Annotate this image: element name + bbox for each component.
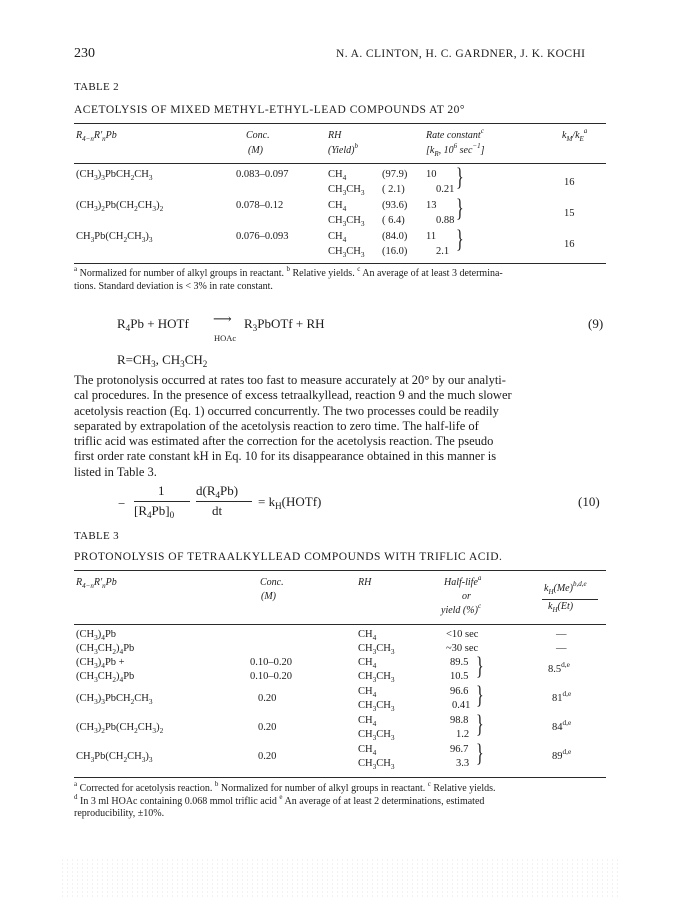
table3-col-conc: Conc. [260,577,284,588]
compound-cell: $(CH_3)_4Pb$ [76,629,117,642]
compound-cell: $(CH_3CH_2)_4Pb$ [76,643,135,656]
compound-cell: $(CH_3CH_2)_4Pb$ [76,671,135,684]
rate-cell: 11 [426,231,437,242]
rh-cell: $CH_4$ [358,686,377,699]
fraction-bar [134,501,190,502]
table2-col-rh-yield: (Yield)$^b$ [328,142,358,156]
compound-cell: $(CH_3)_3PbCH_2CH_3$ [76,169,153,182]
yield-cell: 0.41 [452,700,471,711]
rh-cell: $CH_4$ [358,715,377,728]
ratio-cell: 15 [564,208,575,219]
equation-9-rhs: $R_3PbOTf$ + RH [244,316,325,333]
table3-col-ratio-den: $k_H(Et)$ [548,601,574,614]
compound-cell: $CH_3Pb(CH_2CH_3)_3$ [76,231,153,244]
brace-glyph: } [456,164,464,192]
paragraph-line: triflic acid was estimated after the correction for the acetolysis reaction. The pseudo [74,434,494,449]
rh-cell: $CH_3CH_3$ [358,700,395,713]
equation-10-minus: − [118,496,126,511]
paragraph-line: The protonolysis occurred at rates too fast to measure accurately at 20° by our analyti- [74,373,506,387]
table2-col-conc: Conc. [246,130,270,141]
yield-cell: 96.6 [450,686,469,697]
rate-cell: 2.1 [436,246,450,257]
yield-cell: 89.5 [450,657,469,668]
table2-header-rule [74,163,606,164]
rate-cell: 0.88 [436,215,455,226]
brace-glyph: } [476,682,484,710]
paragraph-line: acetolysis reaction (Eq. 1) occurred concurrently. The two processes could be readily [74,403,499,418]
yield-cell: ( 6.4) [382,215,405,226]
rh-cell: $CH_3CH_3$ [358,643,395,656]
fraction-bar [542,599,598,600]
compound-cell: $(CH_3)_2Pb(CH_2CH_3)_2$ [76,200,164,213]
r-definition: $R=CH_3$, $CH_3CH_2$ [117,352,208,369]
conc-cell: 0.078–0.12 [236,200,284,211]
half-life-cell: <10 sec [446,629,479,640]
body-paragraph [74,373,604,480]
table3-col-compound: $R_{4-n}R'_nPb$ [76,577,117,590]
paragraph-line: separated by extrapolation of the acetolysis reaction to zero time. The half-life of [74,418,479,433]
table2-title: ACETOLYSIS OF MIXED METHYL-ETHYL-LEAD COMPOUNDS AT 20° [74,104,465,116]
rh-cell: $CH_3CH_3$ [358,758,395,771]
yield-cell: ( 2.1) [382,184,405,195]
half-life-cell: ~30 sec [446,643,479,654]
rh-cell: $CH_4$ [358,629,377,642]
ratio-cell: — [556,643,567,654]
running-header-authors: N. A. CLINTON, H. C. GARDNER, J. K. KOCHI [336,48,586,60]
rh-cell: $CH_4$ [358,744,377,757]
compound-cell: $CH_3Pb(CH_2CH_3)_3$ [76,751,153,764]
equation-9-lhs: $R_4Pb$ + HOTf [117,316,189,333]
scan-noise [60,858,620,898]
yield-cell: 3.3 [456,758,470,769]
brace-glyph: } [476,740,484,768]
yield-cell: (97.9) [382,169,408,180]
table2-footnotes: $^a$ Normalized for number of alkyl groups in reactant. $^b$ Relative yields. $^c$ An average of at least 3 determina- tions. Standard deviation is < 3% in rate constant. [74,265,503,292]
rh-cell: $CH_4$ [328,200,347,213]
table2-col-rh: RH [328,130,342,141]
table3-caption: TABLE 3 [74,530,119,542]
compound-cell: $(CH_3)_4Pb$ + [76,657,125,670]
ratio-cell: 89$^{d,e}$ [552,747,572,762]
ratio-cell: 16 [564,177,575,188]
table2-col-rate: Rate constant$^c$ [426,127,484,141]
equation-10-numerator-left: 1 [158,483,165,498]
brace-glyph: } [476,711,484,739]
yield-cell: (93.6) [382,200,408,211]
yield-cell: 98.8 [450,715,469,726]
yield-cell: (84.0) [382,231,408,242]
equation-10-rhs: = $k_H(HOTf)$ [258,494,322,511]
paragraph-line: listed in Table 3. [74,464,157,479]
ratio-cell: 84$^{d,e}$ [552,718,572,733]
compound-cell: $(CH_3)_3PbCH_2CH_3$ [76,693,153,706]
yield-cell: 1.2 [456,729,470,740]
ratio-cell: 16 [564,239,575,250]
paragraph-line: cal procedures. In the presence of excess tetraalkyllead, reaction 9 and the much slower [74,388,512,403]
table2-bottom-rule [74,263,606,264]
equation-10-denominator-left: $[R_4Pb]_0$ [134,503,175,520]
rh-cell: $CH_3CH_3$ [328,215,365,228]
table3-col-yield: yield (%)$^c$ [441,602,482,616]
table3-col-conc-unit: (M) [261,591,276,602]
table3-col-or: or [462,591,471,602]
brace-glyph: } [476,653,484,681]
rate-cell: 10 [426,169,437,180]
conc-cell: 0.20 [258,693,277,704]
yield-cell: (16.0) [382,246,408,257]
rh-cell: $CH_3CH_3$ [328,246,365,259]
conc-cell: 0.10–0.20 [250,657,292,668]
conc-cell: 0.076–0.093 [236,231,289,242]
rh-cell: $CH_3CH_3$ [358,729,395,742]
yield-cell: 96.7 [450,744,469,755]
equation-9-solvent: HOAc [214,333,237,343]
table3-header-rule [74,624,606,625]
conc-cell: 0.20 [258,751,277,762]
conc-cell: 0.10–0.20 [250,671,292,682]
table2-top-rule [74,123,606,124]
table3-col-ratio-num: $k_H(Me)^{b,d,e}$ [544,580,587,596]
ratio-cell: 8.5$^{d,e}$ [548,660,570,675]
table3-col-half-life: Half-life$^a$ [444,574,482,588]
rh-cell: $CH_4$ [328,231,347,244]
conc-cell: 0.083–0.097 [236,169,289,180]
table2-caption: TABLE 2 [74,81,119,93]
reaction-arrow: ⟶ [213,311,232,326]
ratio-cell: 81$^{d,e}$ [552,689,572,704]
table2-col-ratio: $k_M/k_E^a$ [562,127,588,143]
equation-10-number: (10) [578,494,600,509]
equation-10-denominator-right: dt [212,503,223,518]
rh-cell: $CH_3CH_3$ [328,184,365,197]
table3-bottom-rule [74,777,606,778]
yield-cell: 10.5 [450,671,469,682]
compound-cell: $(CH_3)_2Pb(CH_2CH_3)_2$ [76,722,164,735]
rh-cell: $CH_4$ [328,169,347,182]
table2-col-compound: $R_{4-n}R'_nPb$ [76,130,117,143]
page-number: 230 [74,46,95,61]
rate-cell: 0.21 [436,184,455,195]
table3-footnotes: $^a$ Corrected for acetolysis reaction. $^b$ Normalized for number of alkyl groups in reactant. $^c$ Relative yields. $^d$ In 3 ml HOAc containing 0.068 mmol triflic acid $^e$ An average of at least 2 determinations, estimated reproducibility, ±10%. [74,780,496,819]
brace-glyph: } [456,195,464,223]
table2-col-conc-unit: (M) [248,145,263,156]
rh-cell: $CH_4$ [358,657,377,670]
brace-glyph: } [456,226,464,254]
table2-col-rate-units: [$k_R$, $10^6$ $\sec^{-1}$] [426,142,485,158]
paragraph-line: first order rate constant kH in Eq. 10 for its disappearance obtained in this manner is [74,449,497,464]
ratio-cell: — [556,629,567,640]
rh-cell: $CH_3CH_3$ [358,671,395,684]
table3-top-rule [74,570,606,571]
table3-col-rh: RH [358,577,372,588]
conc-cell: 0.20 [258,722,277,733]
equation-9-number: (9) [588,316,604,331]
rate-cell: 13 [426,200,437,211]
table3-title: PROTONOLYSIS OF TETRAALKYLLEAD COMPOUNDS WITH TRIFLIC ACID. [74,551,503,563]
fraction-bar [196,501,252,502]
equation-10-numerator-right: $d(R_4Pb)$ [196,483,239,500]
